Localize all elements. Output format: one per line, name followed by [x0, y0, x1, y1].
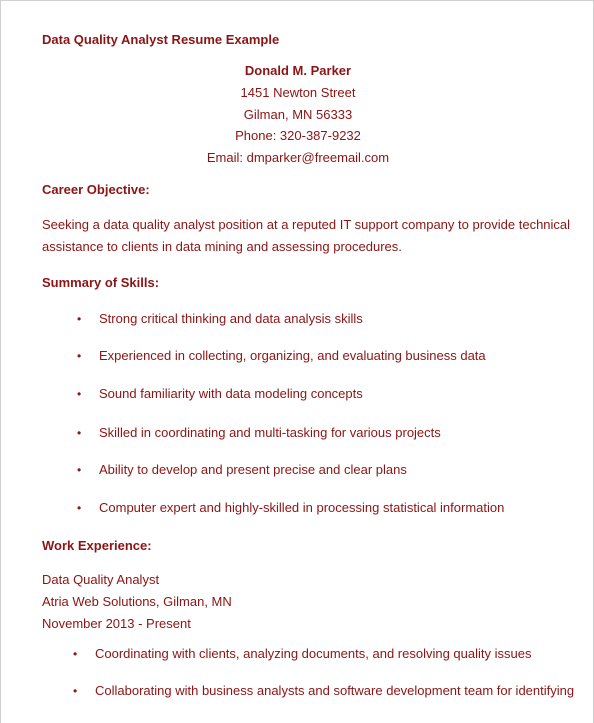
list-item	[73, 646, 531, 661]
skill-text: Computer expert and highly-skilled in processing statistical information	[99, 500, 505, 515]
career-objective-text: Seeking a data quality analyst position at a reputed IT support company to provide technical assistance to clients in data mining and assessing procedures.	[42, 217, 571, 254]
document-title: Data Quality Analyst Resume Example	[42, 32, 280, 47]
skills-heading: Summary of Skills:	[42, 275, 160, 290]
list-item	[77, 311, 363, 326]
bullet-icon: •	[77, 501, 82, 515]
bullet-icon: •	[77, 312, 82, 326]
contact-street: 1451 Newton Street	[240, 85, 356, 100]
work-experience-heading: Work Experience:	[42, 538, 152, 553]
contact-city: Gilman, MN 56333	[243, 107, 353, 122]
bullet-icon: •	[77, 387, 82, 401]
list-item	[77, 500, 504, 515]
experience-text: Coordinating with clients, analyzing documents, and resolving quality issues	[95, 646, 532, 661]
list-item	[77, 348, 486, 363]
bullet-icon: •	[77, 349, 82, 363]
skill-text: Strong critical thinking and data analysis skills	[99, 311, 363, 326]
job-company: Atria Web Solutions, Gilman, MN	[42, 594, 232, 609]
skill-text: Experienced in collecting, organizing, and evaluating business data	[99, 348, 486, 363]
list-item	[73, 683, 574, 698]
bullet-icon: •	[73, 647, 78, 661]
contact-email: Email: dmparker@freemail.com	[206, 150, 390, 165]
career-objective-heading: Career Objective:	[42, 182, 150, 197]
experience-text: Collaborating with business analysts and software development team for identifying	[95, 683, 575, 698]
skill-text: Skilled in coordinating and multi-tasking for various projects	[99, 425, 441, 440]
job-title: Data Quality Analyst	[42, 572, 160, 587]
contact-name: Donald M. Parker	[244, 63, 352, 78]
bullet-icon: •	[73, 684, 78, 698]
bullet-icon: •	[77, 426, 82, 440]
skill-text: Sound familiarity with data modeling concepts	[99, 386, 363, 401]
contact-phone: Phone: 320-387-9232	[235, 128, 361, 143]
list-item	[77, 462, 407, 477]
job-dates: November 2013 - Present	[42, 616, 191, 631]
list-item	[77, 425, 441, 440]
list-item	[77, 386, 363, 401]
skill-text: Ability to develop and present precise and clear plans	[99, 462, 407, 477]
bullet-icon: •	[77, 463, 82, 477]
